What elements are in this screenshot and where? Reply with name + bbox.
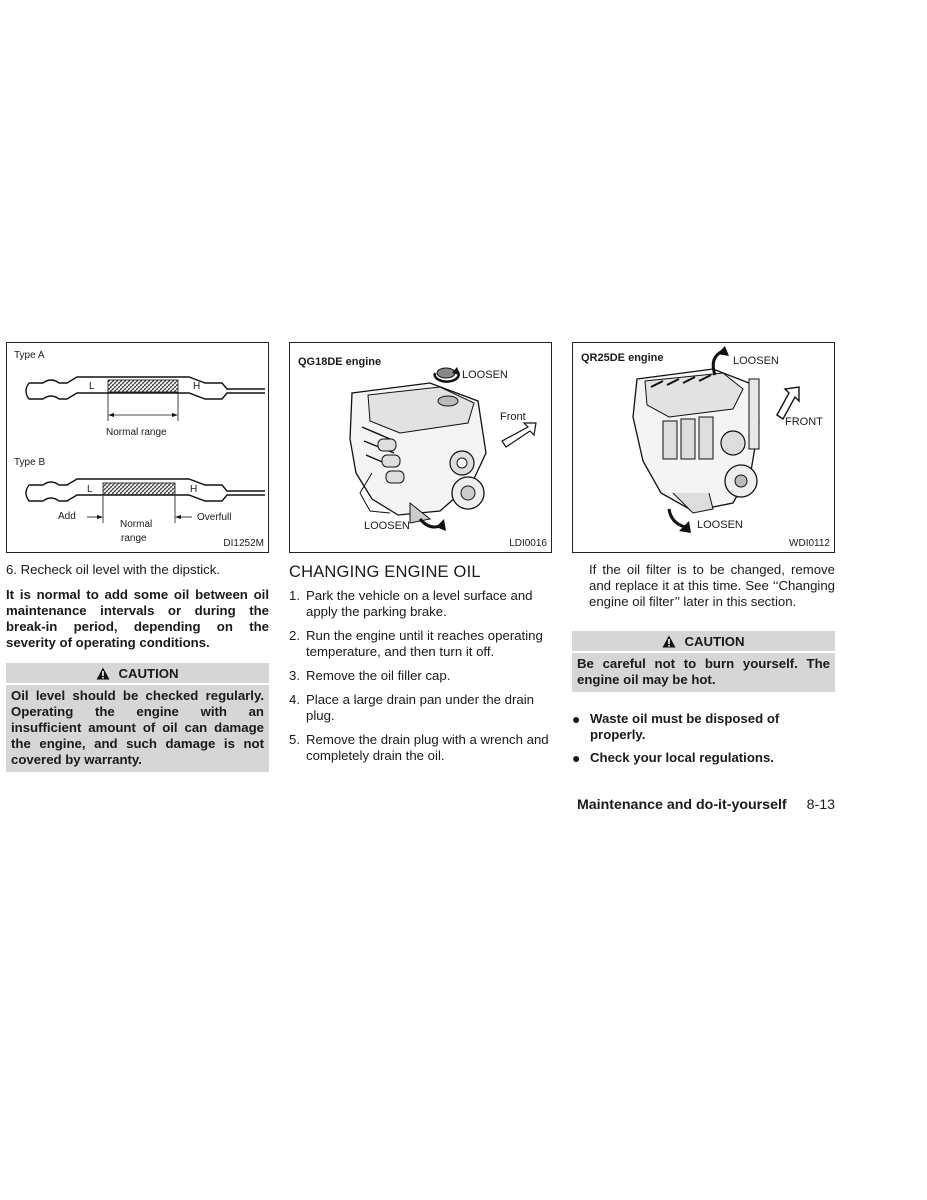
list-item: 1. Park the vehicle on a level surface and apply the parking brake. <box>289 588 533 619</box>
type-b-label: Type B <box>14 457 46 468</box>
page-footer <box>577 797 835 813</box>
normal-range-label: Normal range <box>106 427 167 438</box>
h-mark-b: H <box>190 484 198 495</box>
qg18de-figure <box>289 342 552 553</box>
h-mark-a: H <box>193 381 201 392</box>
qg18de-loosen-bottom: LOOSEN <box>364 520 410 532</box>
add-label: Add <box>58 511 76 522</box>
step-6-text: 6. Recheck oil level with the dipstick. <box>6 562 221 577</box>
qr25de-loosen-top: LOOSEN <box>733 355 779 367</box>
figure-code: DI1252M <box>223 538 264 549</box>
caution-box <box>572 631 835 692</box>
caution-title: CAUTION <box>118 666 179 681</box>
page-number: 8-13 <box>806 797 835 813</box>
qr25de-loosen-bottom: LOOSEN <box>697 519 743 531</box>
l-mark-a: L <box>89 381 95 392</box>
column-left <box>6 342 269 772</box>
column-right <box>572 342 835 773</box>
bullet-icon: ● <box>572 750 581 766</box>
list-item: ● Waste oil must be disposed of properly. <box>572 711 780 742</box>
section-title: CHANGING ENGINE OIL <box>289 563 481 581</box>
qr25de-figure <box>572 342 835 553</box>
bullet-icon: ● <box>572 711 581 727</box>
qr25de-front-label: FRONT <box>785 416 823 428</box>
caution-text: Be careful not to burn yourself. The engine oil may be hot. <box>577 656 830 687</box>
qr25de-title: QR25DE engine <box>581 352 664 364</box>
list-item: 5. Remove the drain plug with a wrench and completely drain the oil. <box>289 732 549 763</box>
column-middle <box>289 342 552 772</box>
overfull-label: Overfull <box>197 512 232 523</box>
footer-section-title: Maintenance and do-it-yourself <box>576 797 787 813</box>
qg18de-title: QG18DE engine <box>298 356 382 368</box>
warning-icon <box>662 635 676 648</box>
caution-header <box>6 663 269 685</box>
steps-list <box>289 588 552 764</box>
filter-note: If the oil filter is to be changed, remove and replace it at this time. See ‘‘Changing engine oil filter’’ later in this section. <box>589 562 835 609</box>
list-item: ● Check your local regulations. <box>572 750 774 766</box>
normal-note: It is normal to add some oil between oil maintenance intervals or during the break-in period, depending on the severity of operating conditions. <box>6 587 269 650</box>
figure-code: LDI0016 <box>509 538 547 549</box>
caution-title: CAUTION <box>684 634 745 649</box>
l-mark-b: L <box>87 484 93 495</box>
list-item: 3. Remove the oil filler cap. <box>289 668 451 683</box>
list-item: 4. Place a large drain pan under the drain plug. <box>289 692 535 723</box>
list-item: 2. Run the engine until it reaches operating temperature, and then turn it off. <box>289 628 543 659</box>
dipstick-figure <box>6 342 269 553</box>
caution-box <box>6 663 269 772</box>
range-label: range <box>121 533 147 544</box>
warning-icon <box>96 667 110 680</box>
caution-text: Oil level should be checked regularly. Operating the engine with an insufficient amount of oil can damage the engine, and such damage is not covered by warranty. <box>11 688 264 767</box>
qg18de-engine-illustration <box>290 343 551 552</box>
normal-label: Normal <box>120 519 153 530</box>
bullet-list <box>572 711 835 766</box>
qg18de-loosen-top: LOOSEN <box>462 369 508 381</box>
figure-code: WDI0112 <box>789 538 830 549</box>
type-a-label: Type A <box>14 350 45 361</box>
caution-header <box>572 631 835 653</box>
qg18de-front-label: Front <box>500 411 526 423</box>
